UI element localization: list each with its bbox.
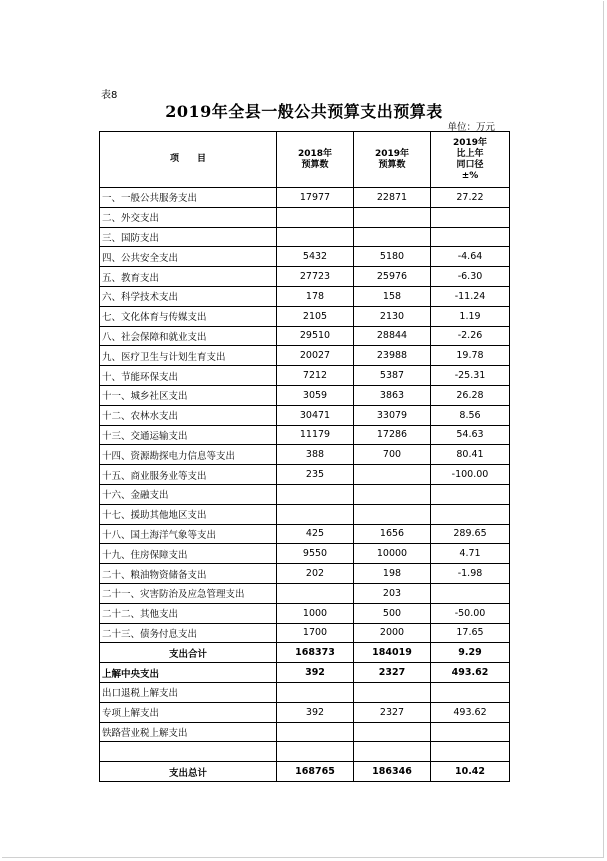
- change-pct-cell: -4.64: [431, 247, 510, 267]
- item-cell: 十一、城乡社区支出: [100, 385, 277, 405]
- item-cell: 二十一、灾害防治及应急管理支出: [100, 583, 277, 603]
- item-cell: 二十、粮油物资储备支出: [100, 564, 277, 584]
- value-2018-cell: [277, 484, 354, 504]
- value-2018-cell: 388: [277, 445, 354, 465]
- item-cell: 四、公共安全支出: [100, 247, 277, 267]
- change-pct-cell: [431, 583, 510, 603]
- blank-row: [100, 742, 510, 762]
- table-row: [100, 425, 510, 445]
- value-2019-cell: [354, 227, 431, 247]
- central-remit-row: [100, 663, 510, 683]
- value-2018-cell: 9550: [277, 544, 354, 564]
- value-2018-cell: 202: [277, 564, 354, 584]
- value-2019-cell: [354, 484, 431, 504]
- subtotal-row: [100, 643, 510, 663]
- item-cell: 上解中央支出: [100, 663, 277, 683]
- item-cell: 十七、援助其他地区支出: [100, 504, 277, 524]
- table-row: [100, 504, 510, 524]
- value-2018-cell: [277, 682, 354, 702]
- value-2019-cell: 184019: [354, 643, 431, 663]
- table-row: [100, 583, 510, 603]
- change-pct-cell: -11.24: [431, 286, 510, 306]
- change-pct-cell: -100.00: [431, 465, 510, 485]
- change-pct-cell: 493.62: [431, 663, 510, 683]
- value-2018-cell: 168765: [277, 762, 354, 782]
- item-cell: 二十二、其他支出: [100, 603, 277, 623]
- header-change: 2019年 比上年 同口径 ±%: [431, 132, 510, 188]
- value-2018-cell: 7212: [277, 366, 354, 386]
- value-2019-cell: 23988: [354, 346, 431, 366]
- value-2018-cell: [277, 504, 354, 524]
- change-pct-cell: 1.19: [431, 306, 510, 326]
- value-2019-cell: 198: [354, 564, 431, 584]
- value-2018-cell: 425: [277, 524, 354, 544]
- central-remit-subrow: [100, 722, 510, 742]
- value-2018-cell: 30471: [277, 405, 354, 425]
- change-pct-cell: 80.41: [431, 445, 510, 465]
- change-pct-cell: [431, 207, 510, 227]
- value-2019-cell: 28844: [354, 326, 431, 346]
- change-pct-cell: 27.22: [431, 188, 510, 208]
- change-pct-cell: [431, 227, 510, 247]
- table-row: [100, 564, 510, 584]
- value-2019-cell: 17286: [354, 425, 431, 445]
- change-pct-cell: 17.65: [431, 623, 510, 643]
- table-row: [100, 306, 510, 326]
- value-2019-cell: [354, 504, 431, 524]
- item-cell: 十四、资源勘探电力信息等支出: [100, 445, 277, 465]
- table-label: 表8: [101, 90, 118, 101]
- change-pct-cell: 10.42: [431, 762, 510, 782]
- table-row: [100, 247, 510, 267]
- change-pct-cell: -1.98: [431, 564, 510, 584]
- table-row: [100, 385, 510, 405]
- table-row: [100, 445, 510, 465]
- item-cell: 六、科学技术支出: [100, 286, 277, 306]
- table-row: [100, 346, 510, 366]
- value-2018-cell: 392: [277, 702, 354, 722]
- header-2019: 2019年 预算数: [354, 132, 431, 188]
- value-2019-cell: 5387: [354, 366, 431, 386]
- item-cell: 十二、农林水支出: [100, 405, 277, 425]
- table-row: [100, 603, 510, 623]
- change-pct-cell: 289.65: [431, 524, 510, 544]
- table-row: [100, 326, 510, 346]
- change-pct-cell: -25.31: [431, 366, 510, 386]
- change-pct-cell: [431, 682, 510, 702]
- value-2018-cell: 5432: [277, 247, 354, 267]
- central-remit-subrow: [100, 702, 510, 722]
- table-row: [100, 286, 510, 306]
- item-cell: 支出总计: [100, 762, 277, 782]
- value-2019-cell: 186346: [354, 762, 431, 782]
- value-2018-cell: 2105: [277, 306, 354, 326]
- item-cell: 铁路营业税上解支出: [100, 722, 277, 742]
- value-2019-cell: 25976: [354, 267, 431, 287]
- value-2018-cell: 1700: [277, 623, 354, 643]
- header-2018: 2018年 预算数: [277, 132, 354, 188]
- value-2018-cell: 27723: [277, 267, 354, 287]
- value-2019-cell: [354, 742, 431, 762]
- change-pct-cell: [431, 722, 510, 742]
- value-2019-cell: [354, 207, 431, 227]
- change-pct-cell: -50.00: [431, 603, 510, 623]
- change-pct-cell: 8.56: [431, 405, 510, 425]
- item-cell: 三、国防支出: [100, 227, 277, 247]
- item-cell: 二、外交支出: [100, 207, 277, 227]
- value-2019-cell: 203: [354, 583, 431, 603]
- change-pct-cell: 493.62: [431, 702, 510, 722]
- table-row: [100, 366, 510, 386]
- item-cell: 八、社会保障和就业支出: [100, 326, 277, 346]
- item-cell: 十八、国土海洋气象等支出: [100, 524, 277, 544]
- value-2019-cell: 3863: [354, 385, 431, 405]
- value-2019-cell: [354, 465, 431, 485]
- item-cell: 出口退税上解支出: [100, 682, 277, 702]
- value-2018-cell: 17977: [277, 188, 354, 208]
- value-2018-cell: 392: [277, 663, 354, 683]
- budget-table: [99, 131, 510, 782]
- value-2019-cell: 2327: [354, 663, 431, 683]
- item-cell: 十五、商业服务业等支出: [100, 465, 277, 485]
- change-pct-cell: 9.29: [431, 643, 510, 663]
- value-2018-cell: [277, 742, 354, 762]
- table-row: [100, 484, 510, 504]
- item-cell: 十、节能环保支出: [100, 366, 277, 386]
- value-2018-cell: 11179: [277, 425, 354, 445]
- item-cell: 二十三、债务付息支出: [100, 623, 277, 643]
- value-2019-cell: 700: [354, 445, 431, 465]
- table-row: [100, 524, 510, 544]
- table-row: [100, 188, 510, 208]
- unit-note: 单位：万元: [447, 122, 495, 133]
- table-row: [100, 544, 510, 564]
- value-2018-cell: 20027: [277, 346, 354, 366]
- table-row: [100, 623, 510, 643]
- value-2019-cell: 1656: [354, 524, 431, 544]
- value-2019-cell: 2327: [354, 702, 431, 722]
- header-item: 项 目: [100, 132, 277, 188]
- change-pct-cell: 4.71: [431, 544, 510, 564]
- document-title: 2019年全县一般公共预算支出预算表: [165, 102, 443, 121]
- value-2019-cell: 5180: [354, 247, 431, 267]
- change-pct-cell: 26.28: [431, 385, 510, 405]
- table-row: [100, 267, 510, 287]
- change-pct-cell: [431, 484, 510, 504]
- change-pct-cell: -2.26: [431, 326, 510, 346]
- value-2018-cell: 29510: [277, 326, 354, 346]
- item-cell: 七、文化体育与传媒支出: [100, 306, 277, 326]
- value-2018-cell: 1000: [277, 603, 354, 623]
- central-remit-subrow: [100, 682, 510, 702]
- change-pct-cell: [431, 742, 510, 762]
- value-2019-cell: 33079: [354, 405, 431, 425]
- item-cell: 十九、住房保障支出: [100, 544, 277, 564]
- value-2018-cell: 3059: [277, 385, 354, 405]
- header-row: [100, 132, 510, 188]
- value-2018-cell: [277, 583, 354, 603]
- value-2018-cell: 178: [277, 286, 354, 306]
- value-2019-cell: [354, 722, 431, 742]
- change-pct-cell: [431, 504, 510, 524]
- table-row: [100, 465, 510, 485]
- value-2019-cell: 500: [354, 603, 431, 623]
- grand-total-row: [100, 762, 510, 782]
- item-cell: 十六、金融支出: [100, 484, 277, 504]
- item-cell: 九、医疗卫生与计划生育支出: [100, 346, 277, 366]
- change-pct-cell: 54.63: [431, 425, 510, 445]
- table-row: [100, 207, 510, 227]
- value-2018-cell: [277, 722, 354, 742]
- item-cell: 支出合计: [100, 643, 277, 663]
- value-2018-cell: 235: [277, 465, 354, 485]
- table-row: [100, 227, 510, 247]
- value-2019-cell: 2130: [354, 306, 431, 326]
- change-pct-cell: -6.30: [431, 267, 510, 287]
- item-cell: [100, 742, 277, 762]
- item-cell: 五、教育支出: [100, 267, 277, 287]
- value-2018-cell: [277, 207, 354, 227]
- item-cell: 一、一般公共服务支出: [100, 188, 277, 208]
- table-row: [100, 405, 510, 425]
- value-2018-cell: 168373: [277, 643, 354, 663]
- item-cell: 专项上解支出: [100, 702, 277, 722]
- value-2019-cell: [354, 682, 431, 702]
- change-pct-cell: 19.78: [431, 346, 510, 366]
- item-cell: 十三、交通运输支出: [100, 425, 277, 445]
- value-2019-cell: 10000: [354, 544, 431, 564]
- value-2019-cell: 2000: [354, 623, 431, 643]
- value-2018-cell: [277, 227, 354, 247]
- value-2019-cell: 22871: [354, 188, 431, 208]
- value-2019-cell: 158: [354, 286, 431, 306]
